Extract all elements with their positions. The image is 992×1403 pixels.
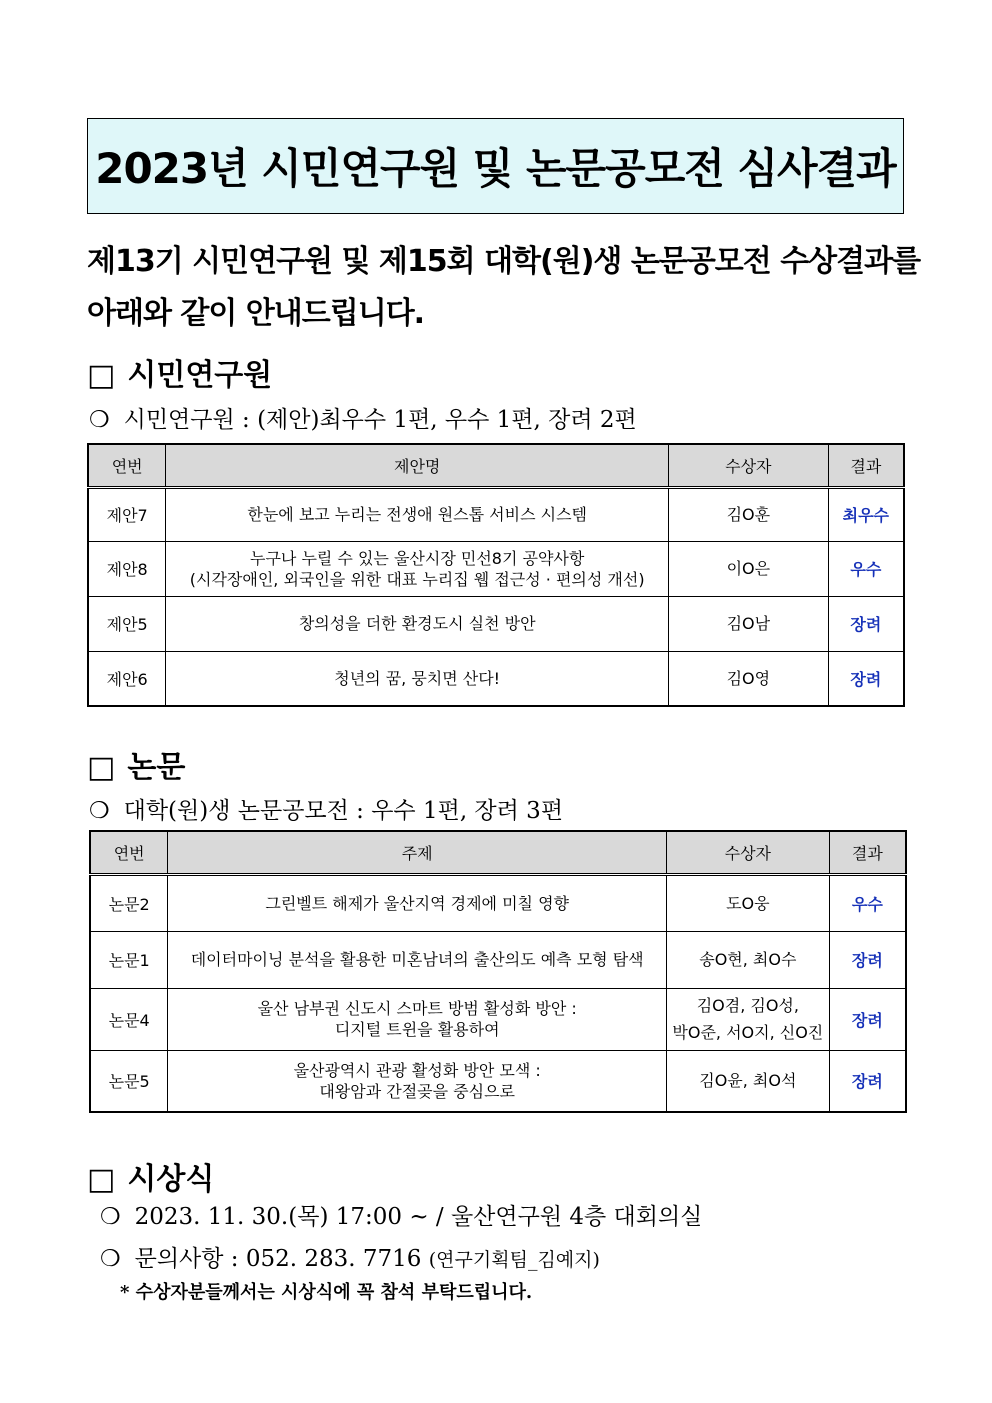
row-title-line: 울산광역시 관광 활성화 방안 모색 : bbox=[293, 1060, 541, 1080]
section-title-ceremony: 시상식 bbox=[127, 1162, 215, 1197]
row-title bbox=[168, 874, 667, 931]
checkbox-square-icon: □ bbox=[87, 750, 116, 785]
intro-text bbox=[87, 236, 921, 340]
paper-summary-text: 대학(원)생 논문공모전 : 우수 1편, 장려 3편 bbox=[123, 798, 564, 824]
section-heading-paper bbox=[87, 742, 185, 786]
row-title bbox=[166, 541, 669, 596]
row-number: 제안5 bbox=[88, 596, 166, 651]
row-title-line: 그린벨트 해제가 울산지역 경제에 미칠 영향 bbox=[265, 893, 569, 913]
column-header-result: 결과 bbox=[829, 831, 906, 874]
row-title-line: 데이터마이닝 분석을 활용한 미혼남녀의 출산의도 예측 모형 탐색 bbox=[190, 950, 644, 969]
table-row bbox=[90, 874, 906, 931]
row-number: 제안6 bbox=[88, 651, 166, 706]
row-title-line: 한눈에 보고 누리는 전생애 원스톱 서비스 시스템 bbox=[247, 505, 587, 524]
contact-team: (연구기획팀_김예지) bbox=[428, 1249, 600, 1271]
table-header-row bbox=[88, 444, 904, 487]
row-winner-line: 송O현, 최O수 bbox=[699, 950, 797, 969]
row-title bbox=[168, 931, 667, 988]
row-title-line: 창의성을 더한 환경도시 실천 방안 bbox=[298, 614, 536, 633]
section-title-citizen: 시민연구원 bbox=[127, 358, 273, 393]
row-result: 최우수 bbox=[828, 487, 904, 541]
page-title: 2023년 시민연구원 및 논문공모전 심사결과 bbox=[95, 144, 896, 193]
intro-line-1: 제13기 시민연구원 및 제15회 대학(원)생 논문공모전 수상결과를 bbox=[87, 244, 921, 279]
row-winner bbox=[667, 1050, 830, 1112]
row-number: 논문5 bbox=[90, 1050, 168, 1112]
row-winner-line: 김O겸, 김O성, bbox=[696, 996, 799, 1015]
table-row bbox=[90, 1050, 906, 1112]
ceremony-schedule-text: 2023. 11. 30.(목) 17:00 ~ / 울산연구원 4층 대회의실 bbox=[134, 1204, 703, 1230]
row-number: 논문1 bbox=[90, 931, 168, 988]
row-title-line: 누구나 누릴 수 있는 울산시장 민선8기 공약사항 bbox=[249, 548, 585, 568]
section-heading-citizen bbox=[87, 350, 272, 394]
row-result: 우수 bbox=[828, 541, 904, 596]
row-winner bbox=[669, 596, 829, 651]
table-row bbox=[88, 596, 904, 651]
row-result: 장려 bbox=[829, 988, 906, 1050]
row-title bbox=[166, 487, 669, 541]
row-winner bbox=[669, 487, 829, 541]
circle-bullet-icon: ❍ bbox=[100, 1246, 121, 1272]
row-number: 제안7 bbox=[88, 487, 166, 541]
row-title bbox=[166, 651, 669, 706]
circle-bullet-icon: ❍ bbox=[89, 798, 110, 824]
row-winner bbox=[669, 541, 829, 596]
column-header-no: 연번 bbox=[88, 444, 166, 487]
row-winner bbox=[667, 874, 830, 931]
citizen-summary bbox=[89, 401, 637, 434]
table-row bbox=[90, 988, 906, 1050]
row-winner-line: 김O남 bbox=[726, 614, 771, 633]
row-winner-line: 이O은 bbox=[726, 559, 771, 578]
table-row bbox=[88, 651, 904, 706]
column-header-winner: 수상자 bbox=[667, 831, 830, 874]
checkbox-square-icon: □ bbox=[87, 1162, 116, 1197]
row-title-line: 울산 남부권 신도시 스마트 방범 활성화 방안 : bbox=[257, 999, 577, 1018]
attendance-note: * 수상자분들께서는 시상식에 꼭 참석 부탁드립니다. bbox=[120, 1282, 533, 1303]
section-heading-ceremony bbox=[87, 1154, 214, 1198]
table-row bbox=[88, 541, 904, 596]
intro-line-2: 아래와 같이 안내드립니다. bbox=[87, 296, 425, 331]
ceremony-contact bbox=[100, 1240, 600, 1273]
column-header-result: 결과 bbox=[828, 444, 904, 487]
row-winner bbox=[669, 651, 829, 706]
column-header-title: 제안명 bbox=[166, 444, 669, 487]
title-box bbox=[87, 118, 904, 214]
row-winner bbox=[667, 931, 830, 988]
row-title-line: 디지털 트윈을 활용하여 bbox=[334, 1020, 500, 1039]
ceremony-schedule bbox=[100, 1198, 702, 1231]
contact-text: 문의사항 : 052. 283. 7716 bbox=[134, 1246, 422, 1272]
row-title bbox=[168, 1050, 667, 1112]
column-header-no: 연번 bbox=[90, 831, 168, 874]
table-row bbox=[90, 931, 906, 988]
citizen-results-table bbox=[87, 443, 905, 707]
table-header-row bbox=[90, 831, 906, 874]
row-title bbox=[168, 988, 667, 1050]
row-winner-line: 김O훈 bbox=[726, 505, 771, 524]
row-winner bbox=[667, 988, 830, 1050]
row-winner-line: 김O윤, 최O석 bbox=[699, 1071, 797, 1091]
row-winner-line: 박O준, 서O지, 신O진 bbox=[672, 1023, 824, 1042]
row-result: 장려 bbox=[829, 1050, 906, 1112]
row-title-line: 청년의 꿈, 뭉치면 산다! bbox=[334, 668, 501, 688]
table-row bbox=[88, 487, 904, 541]
circle-bullet-icon: ❍ bbox=[89, 407, 110, 433]
row-title-line: 대왕암과 간절곶을 중심으로 bbox=[319, 1081, 515, 1101]
row-number: 논문4 bbox=[90, 988, 168, 1050]
row-result: 장려 bbox=[828, 651, 904, 706]
citizen-summary-text: 시민연구원 : (제안)최우수 1편, 우수 1편, 장려 2편 bbox=[123, 407, 637, 433]
circle-bullet-icon: ❍ bbox=[100, 1204, 121, 1230]
row-result: 장려 bbox=[829, 931, 906, 988]
row-result: 장려 bbox=[828, 596, 904, 651]
row-title-line: (시각장애인, 외국인을 위한 대표 누리집 웹 접근성 · 편의성 개선) bbox=[189, 569, 645, 589]
row-number: 제안8 bbox=[88, 541, 166, 596]
paper-results-table bbox=[89, 830, 907, 1113]
row-title bbox=[166, 596, 669, 651]
row-winner-line: 도O웅 bbox=[726, 893, 770, 913]
paper-summary bbox=[89, 792, 563, 825]
checkbox-square-icon: □ bbox=[87, 358, 116, 393]
row-result: 우수 bbox=[829, 874, 906, 931]
column-header-topic: 주제 bbox=[168, 831, 667, 874]
column-header-winner: 수상자 bbox=[669, 444, 829, 487]
row-number: 논문2 bbox=[90, 874, 168, 931]
row-winner-line: 김O영 bbox=[726, 668, 771, 688]
section-title-paper: 논문 bbox=[127, 750, 186, 785]
